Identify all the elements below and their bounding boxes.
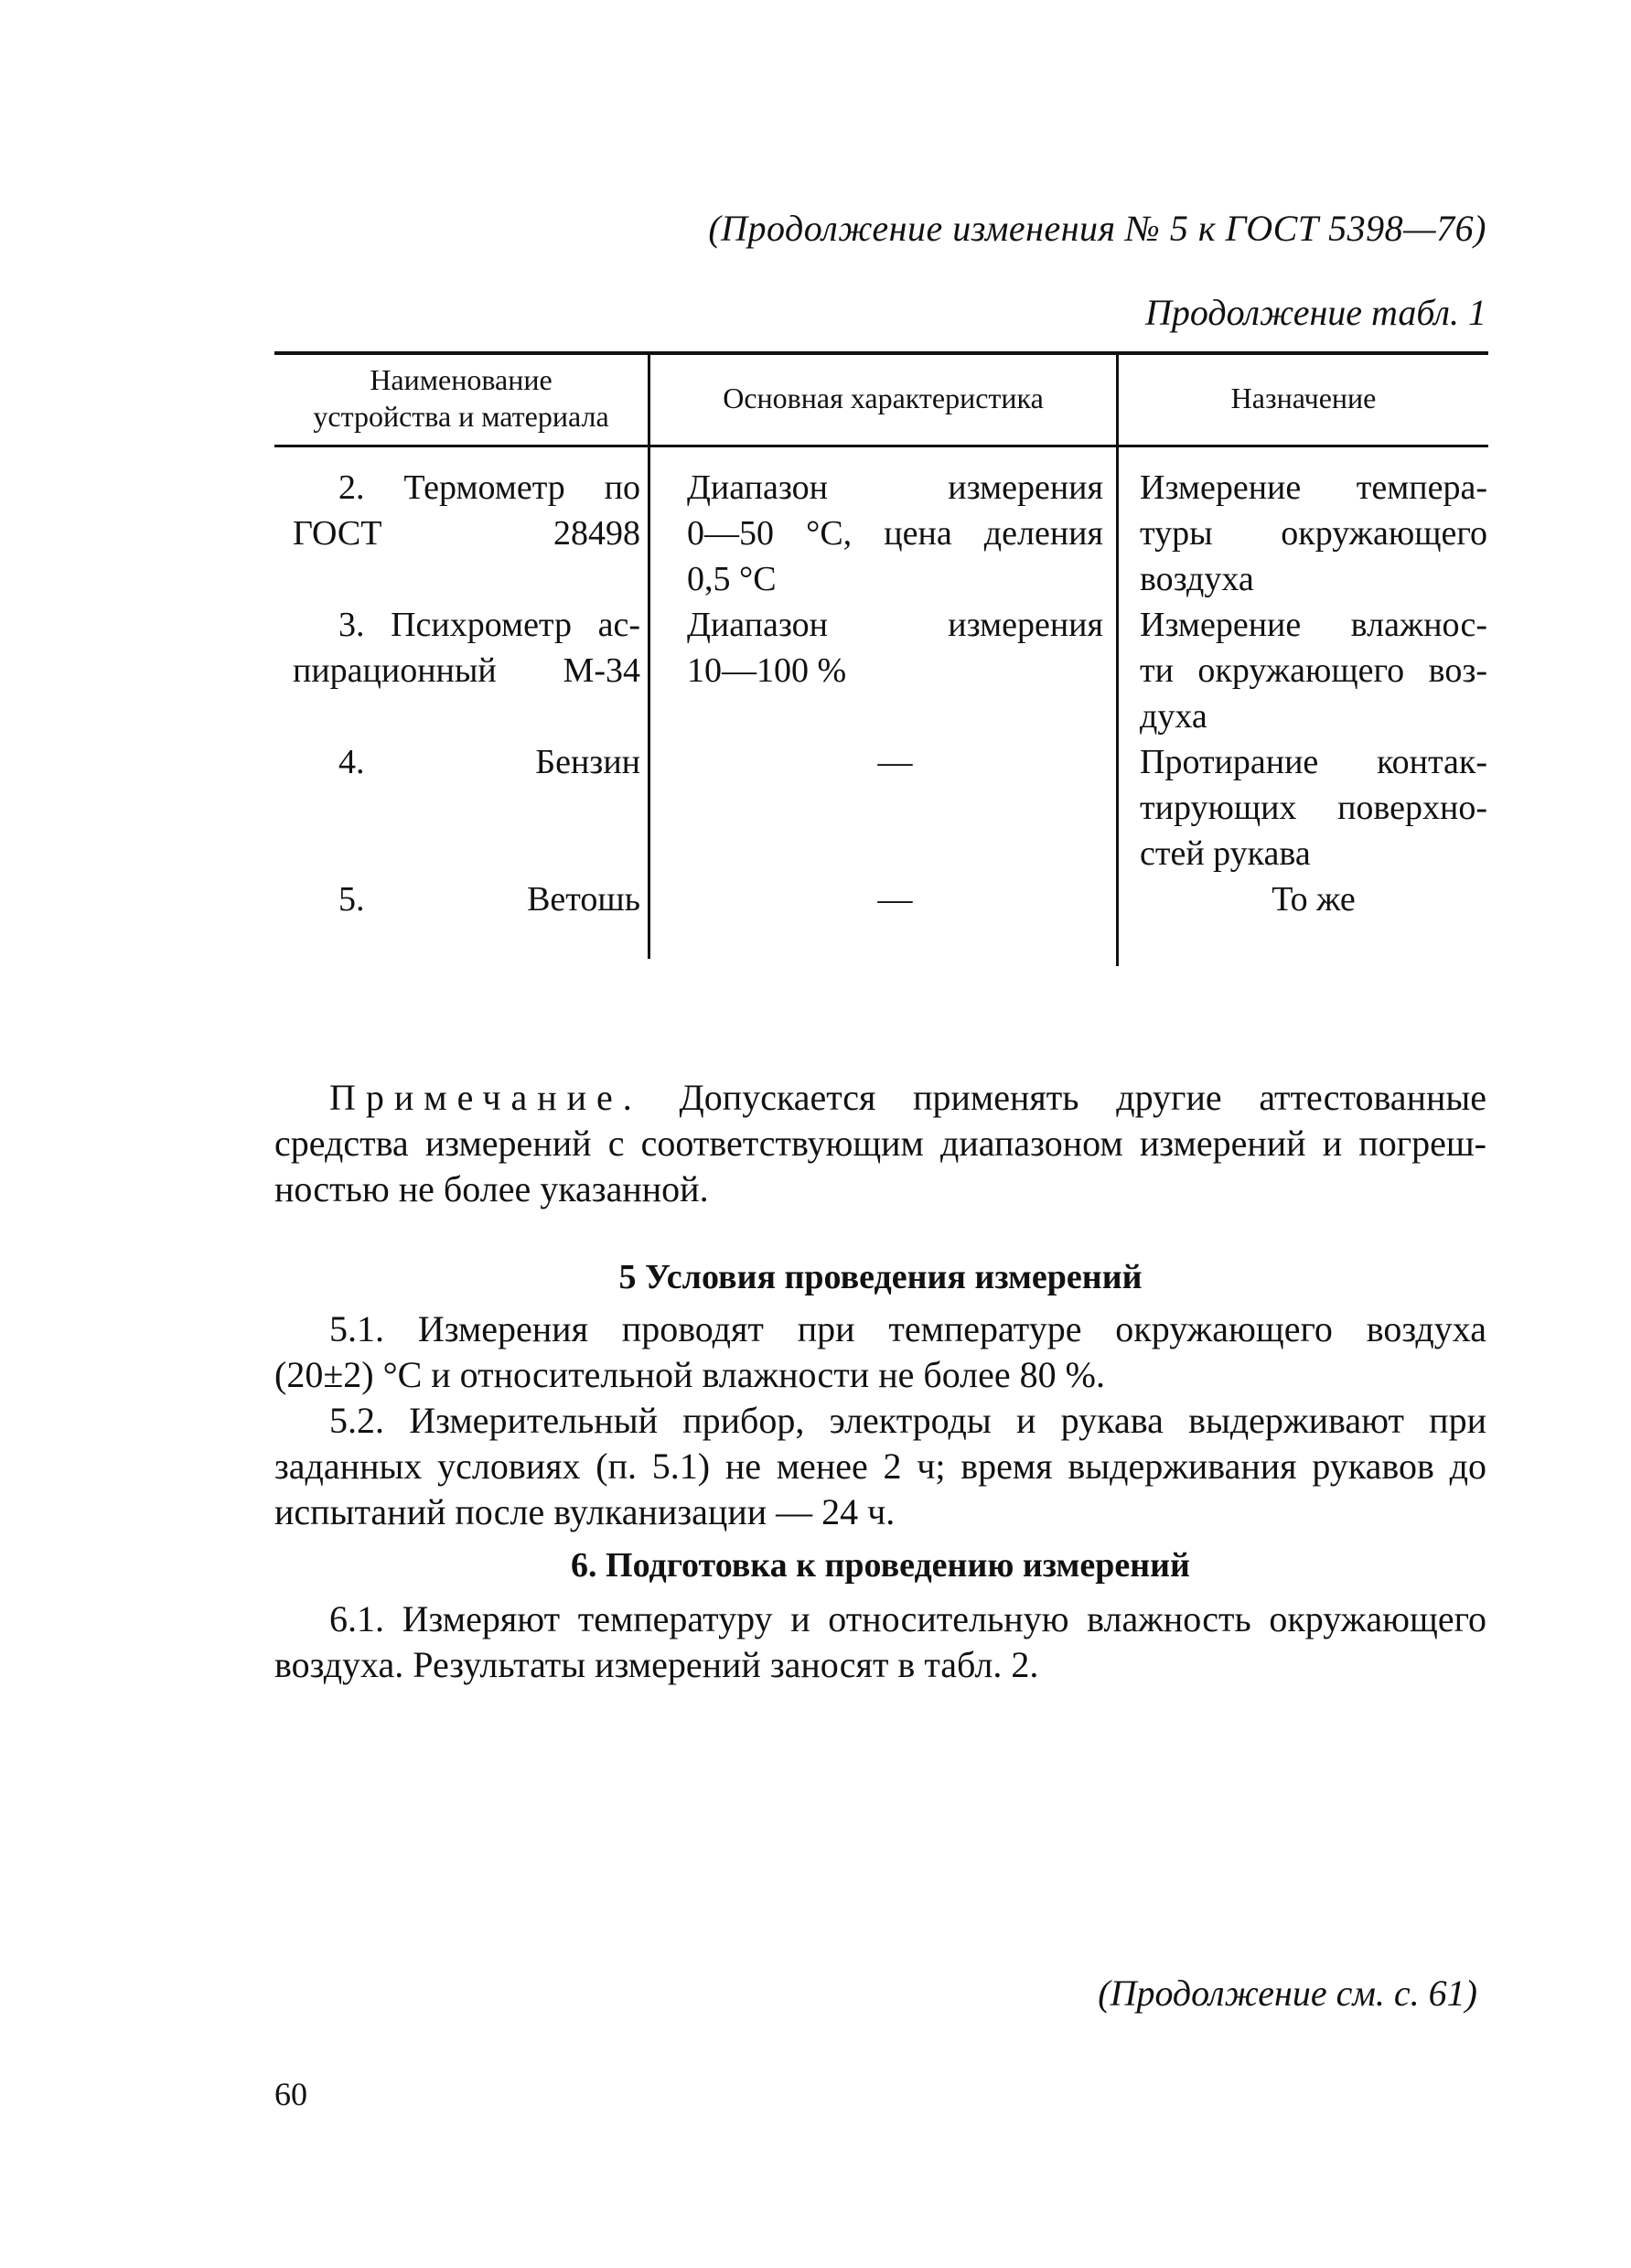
cell-line: Диапазон измерения — [687, 468, 1103, 507]
cell-line: тирующих поверхно- — [1140, 789, 1487, 827]
page-number: 60 — [274, 2076, 307, 2112]
column-header-name — [274, 351, 648, 445]
row-3-purpose — [1140, 602, 1487, 739]
row-2-characteristic — [687, 465, 1103, 602]
note-line: средства измерений с соответствующим диапазоном измерений и погреш- — [274, 1123, 1486, 1164]
cell-line: 4. Бензин — [338, 743, 640, 781]
document-continuation-header: (Продолжение изменения № 5 к ГОСТ 5398—76) — [708, 208, 1486, 249]
table-caption: Продолжение табл. 1 — [1144, 292, 1486, 333]
column-header-purpose: Назначение — [1230, 382, 1377, 414]
clause-line: 6.1. Измеряют температуру и относительную влажность окружающего — [329, 1598, 1486, 1639]
cell-line: 2. Термометр по — [338, 468, 640, 507]
row-5-purpose — [1140, 876, 1487, 922]
cell-line: 0,5 °С — [687, 560, 777, 598]
cell-line: 3. Психрометр ас- — [338, 606, 640, 644]
cell-line: духа — [1140, 697, 1207, 736]
row-5-characteristic — [687, 876, 1103, 922]
row-2-name — [293, 465, 640, 556]
clause-5-2 — [274, 1398, 1486, 1535]
continuation-footer: (Продолжение см. с. 61) — [1098, 1972, 1477, 2014]
clause-line: заданных условиях (п. 5.1) не менее 2 ч; время выдерживания рукавов до — [274, 1446, 1486, 1487]
note-paragraph — [274, 1075, 1486, 1212]
cell-line: Диапазон измерения — [687, 606, 1103, 644]
cell-line: стей рукава — [1140, 834, 1311, 873]
clause-line: 5.1. Измерения проводят при температуре окружающего воздуха — [329, 1308, 1486, 1349]
cell-line: ти окружающего воз- — [1140, 651, 1487, 690]
clause-6-1 — [274, 1596, 1486, 1688]
clause-line: воздуха. Результаты измерений заносят в табл. 2. — [274, 1644, 1039, 1685]
cell-line: 5. Ветошь — [338, 880, 640, 919]
column-header-characteristic: Основная характеристика — [723, 382, 1044, 414]
row-4-purpose — [1140, 739, 1487, 876]
cell-line: — — [877, 880, 913, 919]
cell-line: воздуха — [1140, 560, 1254, 598]
cell-line: Протирание контак- — [1140, 743, 1487, 781]
cell-line: пирационный М-34 — [293, 651, 640, 690]
column-header-line: устройства и материала — [313, 400, 609, 433]
row-5-name — [293, 876, 640, 922]
cell-line: — — [877, 743, 913, 781]
equipment-table — [274, 351, 1488, 966]
section-5-title: 5 Условия проведения измерений — [618, 1258, 1143, 1296]
cell-line: 0—50 °С, цена деления — [687, 514, 1103, 553]
cell-line: 10—100 % — [687, 651, 847, 690]
clause-line: испытаний после вулканизации — 24 ч. — [274, 1491, 896, 1532]
clause-line: 5.2. Измерительный прибор, электроды и рукава выдерживают при — [329, 1400, 1486, 1441]
cell-line: туры окружающего — [1140, 514, 1487, 553]
section-6-title: 6. Подготовка к проведению измерений — [571, 1546, 1190, 1585]
cell-line: То же — [1272, 880, 1356, 919]
note-label: Примечание. — [329, 1077, 642, 1118]
cell-line: Измерение влажнос- — [1140, 606, 1487, 644]
column-header-line: Наименование — [370, 363, 553, 396]
clause-line: (20±2) °С и относительной влажности не более 80 %. — [274, 1354, 1105, 1395]
cell-line: ГОСТ 28498 — [293, 514, 640, 553]
note-line — [274, 1075, 1486, 1121]
row-3-characteristic — [687, 602, 1103, 693]
row-2-purpose — [1140, 465, 1487, 602]
note-line: ностью не более указанной. — [274, 1168, 709, 1209]
note-text: Допускается применять другие аттестованные — [679, 1077, 1487, 1118]
row-4-characteristic — [687, 739, 1103, 785]
row-4-name — [293, 739, 640, 785]
clause-5-1 — [274, 1306, 1486, 1398]
table-header-rule — [274, 445, 1488, 447]
row-3-name — [293, 602, 640, 693]
cell-line: Измерение темпера- — [1140, 468, 1487, 507]
